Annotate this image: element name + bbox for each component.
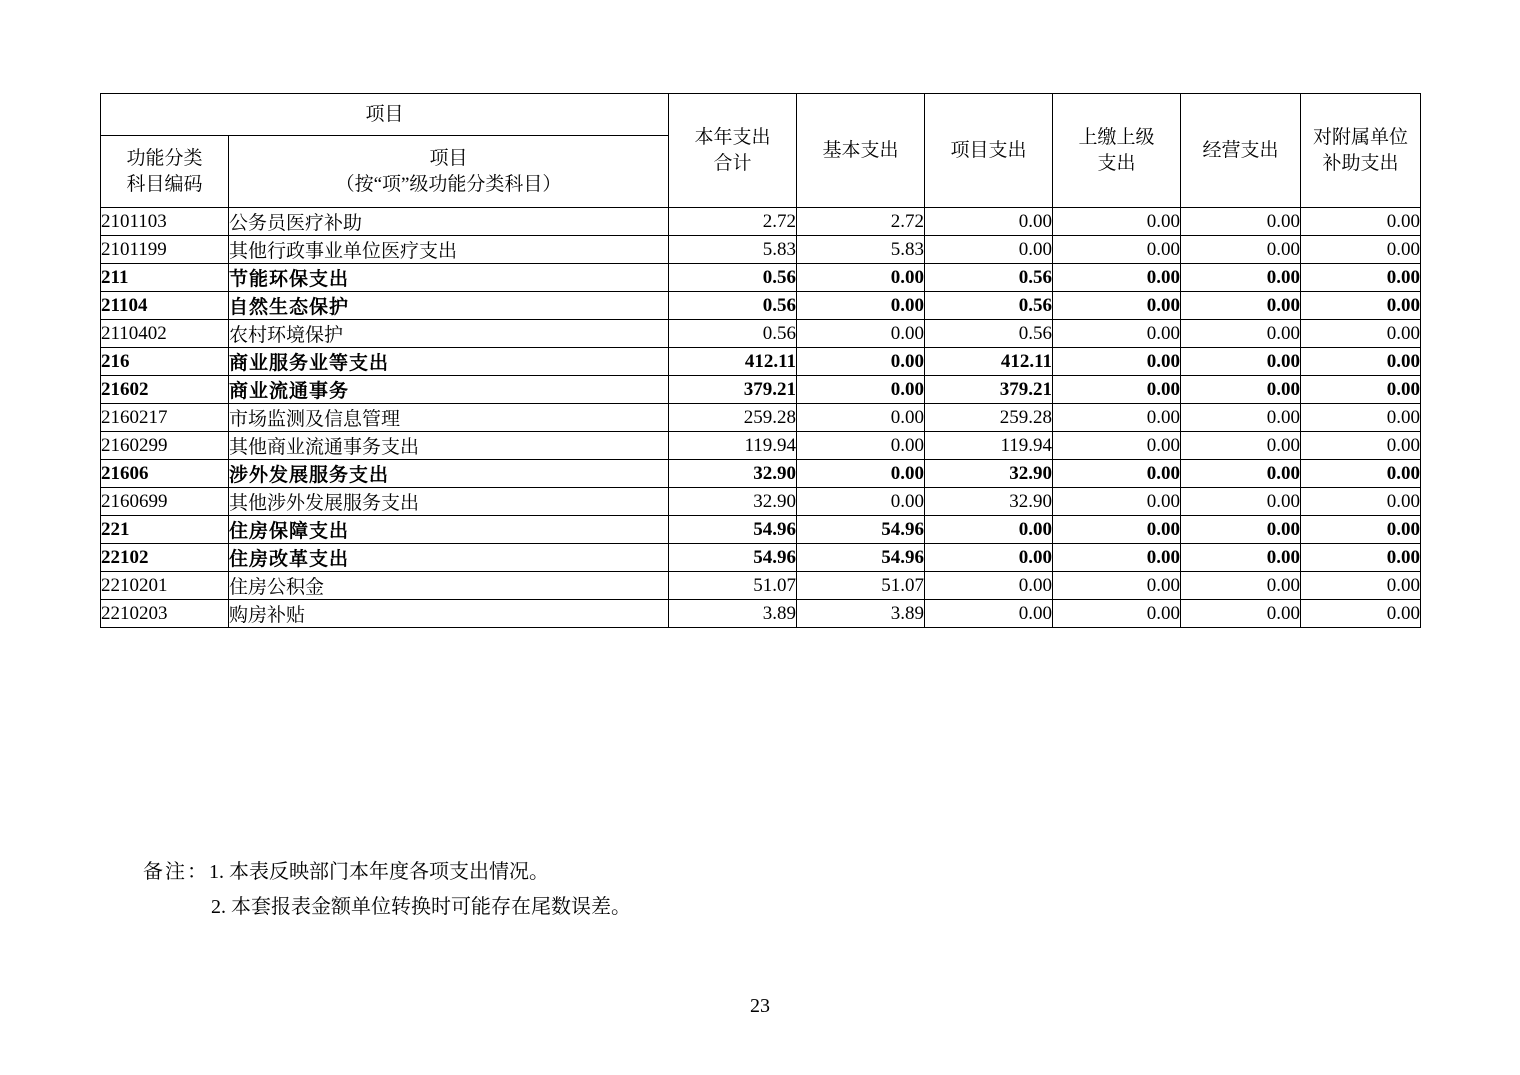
cell-total: 2.72 <box>669 208 797 236</box>
notes-text-2: 2. 本套报表金额单位转换时可能存在尾数误差。 <box>211 896 631 918</box>
cell-operating: 0.00 <box>1181 516 1301 544</box>
cell-project: 412.11 <box>925 348 1053 376</box>
cell-subsidy: 0.00 <box>1301 516 1421 544</box>
table-row <box>101 208 1421 236</box>
cell-total: 54.96 <box>669 544 797 572</box>
cell-upper: 0.00 <box>1053 600 1181 628</box>
header-code-line1: 功能分类 <box>126 147 203 169</box>
cell-upper: 0.00 <box>1053 348 1181 376</box>
table-row <box>101 460 1421 488</box>
cell-code: 221 <box>101 516 229 544</box>
header-item <box>229 136 669 208</box>
cell-upper: 0.00 <box>1053 404 1181 432</box>
table-row <box>101 572 1421 600</box>
cell-upper: 0.00 <box>1053 516 1181 544</box>
header-group-item: 项目 <box>101 94 669 136</box>
cell-total: 259.28 <box>669 404 797 432</box>
cell-basic: 2.72 <box>797 208 925 236</box>
cell-basic: 0.00 <box>797 320 925 348</box>
cell-upper: 0.00 <box>1053 292 1181 320</box>
cell-item-name: 自然生态保护 <box>229 292 669 320</box>
cell-total: 0.56 <box>669 264 797 292</box>
cell-upper: 0.00 <box>1053 320 1181 348</box>
cell-basic: 0.00 <box>797 432 925 460</box>
cell-operating: 0.00 <box>1181 488 1301 516</box>
table-row <box>101 432 1421 460</box>
cell-total: 32.90 <box>669 460 797 488</box>
cell-basic: 54.96 <box>797 544 925 572</box>
header-item-line1: 项目 <box>429 147 468 169</box>
cell-subsidy: 0.00 <box>1301 348 1421 376</box>
cell-subsidy: 0.00 <box>1301 236 1421 264</box>
table-notes <box>143 855 631 925</box>
cell-operating: 0.00 <box>1181 572 1301 600</box>
cell-basic: 0.00 <box>797 488 925 516</box>
cell-upper: 0.00 <box>1053 264 1181 292</box>
cell-operating: 0.00 <box>1181 292 1301 320</box>
cell-code: 2210203 <box>101 600 229 628</box>
cell-code: 2210201 <box>101 572 229 600</box>
header-operating: 经营支出 <box>1181 94 1301 208</box>
cell-basic: 0.00 <box>797 460 925 488</box>
cell-code: 2101199 <box>101 236 229 264</box>
cell-total: 119.94 <box>669 432 797 460</box>
cell-operating: 0.00 <box>1181 432 1301 460</box>
cell-upper: 0.00 <box>1053 544 1181 572</box>
cell-item-name: 住房保障支出 <box>229 516 669 544</box>
table-row <box>101 264 1421 292</box>
cell-basic: 3.89 <box>797 600 925 628</box>
cell-total: 0.56 <box>669 292 797 320</box>
cell-subsidy: 0.00 <box>1301 320 1421 348</box>
cell-item-name: 其他行政事业单位医疗支出 <box>229 236 669 264</box>
cell-upper: 0.00 <box>1053 572 1181 600</box>
cell-project: 32.90 <box>925 460 1053 488</box>
cell-operating: 0.00 <box>1181 320 1301 348</box>
cell-project: 0.00 <box>925 600 1053 628</box>
cell-code: 2160217 <box>101 404 229 432</box>
cell-subsidy: 0.00 <box>1301 376 1421 404</box>
cell-project: 0.00 <box>925 516 1053 544</box>
cell-basic: 0.00 <box>797 292 925 320</box>
table-row <box>101 376 1421 404</box>
cell-operating: 0.00 <box>1181 404 1301 432</box>
cell-upper: 0.00 <box>1053 460 1181 488</box>
cell-project: 119.94 <box>925 432 1053 460</box>
cell-subsidy: 0.00 <box>1301 292 1421 320</box>
cell-subsidy: 0.00 <box>1301 572 1421 600</box>
cell-operating: 0.00 <box>1181 208 1301 236</box>
cell-project: 32.90 <box>925 488 1053 516</box>
header-code-line2: 科目编码 <box>126 173 203 195</box>
cell-code: 211 <box>101 264 229 292</box>
cell-basic: 51.07 <box>797 572 925 600</box>
cell-operating: 0.00 <box>1181 600 1301 628</box>
table-row <box>101 600 1421 628</box>
cell-operating: 0.00 <box>1181 236 1301 264</box>
cell-item-name: 节能环保支出 <box>229 264 669 292</box>
cell-project: 0.56 <box>925 264 1053 292</box>
cell-basic: 0.00 <box>797 264 925 292</box>
table-header-row-top <box>101 94 1421 136</box>
header-item-line2: （按“项”级功能分类科目） <box>335 173 562 195</box>
cell-project: 259.28 <box>925 404 1053 432</box>
cell-total: 0.56 <box>669 320 797 348</box>
cell-subsidy: 0.00 <box>1301 544 1421 572</box>
cell-code: 21104 <box>101 292 229 320</box>
header-total-line2: 合计 <box>713 152 752 174</box>
cell-item-name: 商业服务业等支出 <box>229 348 669 376</box>
header-total-line1: 本年支出 <box>694 126 771 148</box>
cell-subsidy: 0.00 <box>1301 404 1421 432</box>
cell-subsidy: 0.00 <box>1301 208 1421 236</box>
header-code <box>101 136 229 208</box>
cell-subsidy: 0.00 <box>1301 264 1421 292</box>
header-upper-line1: 上缴上级 <box>1078 126 1155 148</box>
table-row <box>101 544 1421 572</box>
cell-project: 0.00 <box>925 572 1053 600</box>
cell-basic: 0.00 <box>797 404 925 432</box>
cell-item-name: 住房改革支出 <box>229 544 669 572</box>
cell-item-name: 住房公积金 <box>229 572 669 600</box>
cell-total: 3.89 <box>669 600 797 628</box>
cell-item-name: 其他商业流通事务支出 <box>229 432 669 460</box>
table-header <box>101 94 1421 208</box>
cell-project: 0.56 <box>925 292 1053 320</box>
page-number: 23 <box>750 995 770 1017</box>
cell-code: 2101103 <box>101 208 229 236</box>
cell-item-name: 涉外发展服务支出 <box>229 460 669 488</box>
table-body <box>101 208 1421 628</box>
cell-upper: 0.00 <box>1053 208 1181 236</box>
header-subsidy-line2: 补助支出 <box>1322 152 1399 174</box>
cell-item-name: 公务员医疗补助 <box>229 208 669 236</box>
header-upper-line2: 支出 <box>1097 152 1136 174</box>
cell-operating: 0.00 <box>1181 348 1301 376</box>
cell-item-name: 其他涉外发展服务支出 <box>229 488 669 516</box>
cell-operating: 0.00 <box>1181 544 1301 572</box>
cell-total: 51.07 <box>669 572 797 600</box>
cell-code: 22102 <box>101 544 229 572</box>
cell-basic: 54.96 <box>797 516 925 544</box>
cell-project: 379.21 <box>925 376 1053 404</box>
header-subsidy-line1: 对附属单位 <box>1313 126 1409 148</box>
cell-project: 0.00 <box>925 236 1053 264</box>
cell-basic: 0.00 <box>797 376 925 404</box>
cell-subsidy: 0.00 <box>1301 488 1421 516</box>
cell-code: 21602 <box>101 376 229 404</box>
notes-line-1 <box>143 855 631 890</box>
notes-label: 备注： <box>143 861 209 883</box>
cell-project: 0.56 <box>925 320 1053 348</box>
cell-project: 0.00 <box>925 544 1053 572</box>
header-subsidy <box>1301 94 1421 208</box>
cell-upper: 0.00 <box>1053 488 1181 516</box>
expenditure-table <box>100 93 1421 628</box>
cell-operating: 0.00 <box>1181 460 1301 488</box>
cell-code: 2160299 <box>101 432 229 460</box>
cell-total: 5.83 <box>669 236 797 264</box>
cell-project: 0.00 <box>925 208 1053 236</box>
cell-upper: 0.00 <box>1053 376 1181 404</box>
table-row <box>101 404 1421 432</box>
table-row <box>101 488 1421 516</box>
table-row <box>101 516 1421 544</box>
cell-upper: 0.00 <box>1053 432 1181 460</box>
cell-item-name: 购房补贴 <box>229 600 669 628</box>
notes-text-1: 1. 本表反映部门本年度各项支出情况。 <box>209 861 549 883</box>
cell-operating: 0.00 <box>1181 264 1301 292</box>
table-row <box>101 236 1421 264</box>
cell-operating: 0.00 <box>1181 376 1301 404</box>
cell-total: 32.90 <box>669 488 797 516</box>
header-upper <box>1053 94 1181 208</box>
cell-code: 216 <box>101 348 229 376</box>
table-row <box>101 292 1421 320</box>
cell-subsidy: 0.00 <box>1301 600 1421 628</box>
cell-item-name: 市场监测及信息管理 <box>229 404 669 432</box>
cell-code: 2110402 <box>101 320 229 348</box>
notes-line-2 <box>143 890 631 925</box>
cell-basic: 5.83 <box>797 236 925 264</box>
header-basic: 基本支出 <box>797 94 925 208</box>
table-row <box>101 320 1421 348</box>
cell-code: 21606 <box>101 460 229 488</box>
header-project: 项目支出 <box>925 94 1053 208</box>
cell-code: 2160699 <box>101 488 229 516</box>
cell-basic: 0.00 <box>797 348 925 376</box>
header-total <box>669 94 797 208</box>
table-row <box>101 348 1421 376</box>
cell-item-name: 农村环境保护 <box>229 320 669 348</box>
cell-subsidy: 0.00 <box>1301 460 1421 488</box>
cell-total: 412.11 <box>669 348 797 376</box>
cell-subsidy: 0.00 <box>1301 432 1421 460</box>
cell-total: 379.21 <box>669 376 797 404</box>
cell-item-name: 商业流通事务 <box>229 376 669 404</box>
cell-total: 54.96 <box>669 516 797 544</box>
cell-upper: 0.00 <box>1053 236 1181 264</box>
